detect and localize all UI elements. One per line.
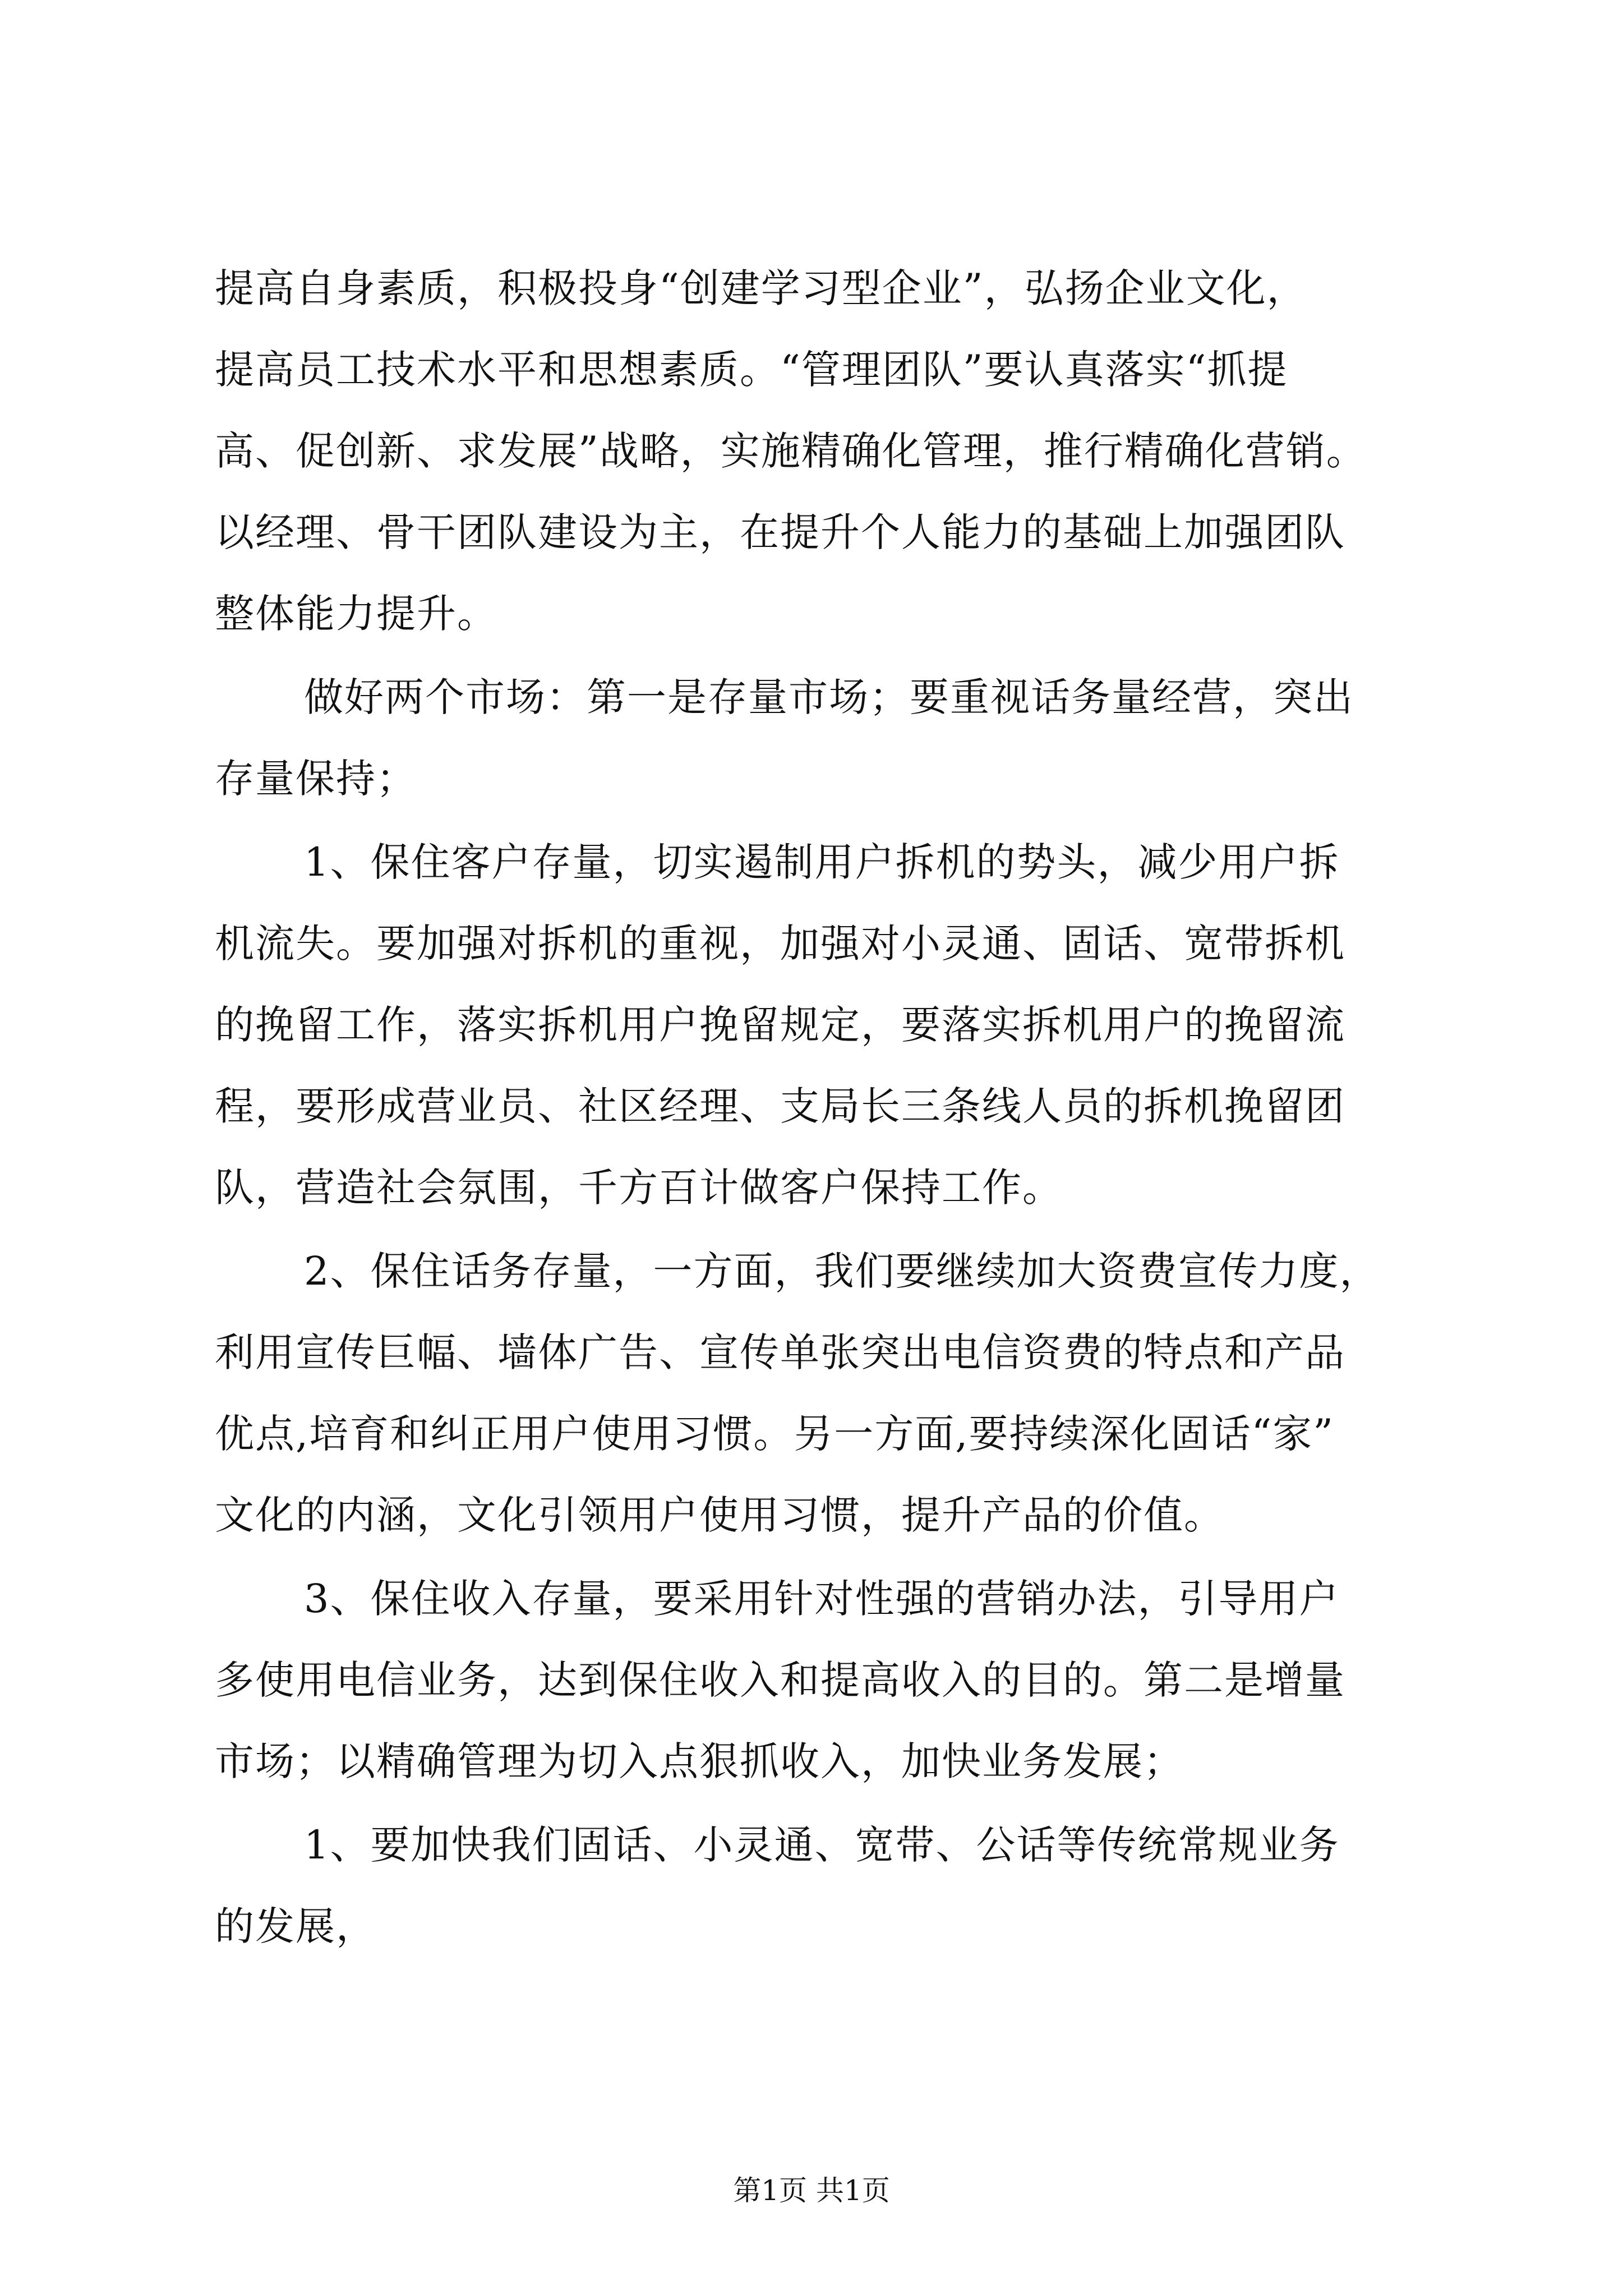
text-line-12: 队，营造社会氛围，千方百计做客户保持工作。 <box>215 1165 1063 1211</box>
text-line-5: 整体能力提升。 <box>215 591 497 637</box>
text-line-9: 机流失。要加强对拆机的重视，加强对小灵通、固话、宽带拆机 <box>215 921 1345 967</box>
text-line-8: 1、保住客户存量，切实遏制用户拆机的势头，减少用户拆 <box>304 839 1340 885</box>
text-line-1: 提高自身素质，积极投身“创建学习型企业”，弘扬企业文化， <box>215 265 1307 311</box>
text-line-20: 1、要加快我们固话、小灵通、宽带、公话等传统常规业务 <box>304 1822 1340 1868</box>
text-line-13: 2、保住话务存量，一方面，我们要继续加大资费宣传力度， <box>304 1248 1380 1294</box>
text-line-4: 以经理、骨干团队建设为主，在提升个人能力的基础上加强团队 <box>215 509 1345 555</box>
text-line-18: 多使用电信业务，达到保住收入和提高收入的目的。第二是增量 <box>215 1657 1345 1703</box>
text-line-16: 文化的内涵，文化引领用户使用习惯，提升产品的价值。 <box>215 1492 1224 1538</box>
text-line-15: 优点,培育和纠正用户使用习惯。另一方面,要持续深化固话“家” <box>215 1411 1335 1457</box>
text-line-10: 的挽留工作，落实拆机用户挽留规定，要落实拆机用户的挽留流 <box>215 1002 1345 1048</box>
text-line-7: 存量保持； <box>215 756 417 802</box>
text-line-21: 的发展， <box>215 1903 376 1949</box>
text-line-11: 程，要形成营业员、社区经理、支局长三条线人员的拆机挽留团 <box>215 1083 1345 1129</box>
text-line-6: 做好两个市场：第一是存量市场；要重视话务量经营，突出 <box>304 674 1354 720</box>
text-line-2: 提高员工技术水平和思想素质。“管理团队”要认真落实“抓提 <box>215 347 1288 393</box>
text-line-3: 高、促创新、求发展”战略，实施精确化管理，推行精确化营销。 <box>215 428 1367 474</box>
text-line-17: 3、保住收入存量，要采用针对性强的营销办法，引导用户 <box>304 1576 1340 1622</box>
text-line-14: 利用宣传巨幅、墙体广告、宣传单张突出电信资费的特点和产品 <box>215 1329 1345 1375</box>
text-line-19: 市场；以精确管理为切入点狠抓收入，加快业务发展； <box>215 1738 1184 1784</box>
page-footer: 第1页 共1页 <box>733 2174 890 2207</box>
